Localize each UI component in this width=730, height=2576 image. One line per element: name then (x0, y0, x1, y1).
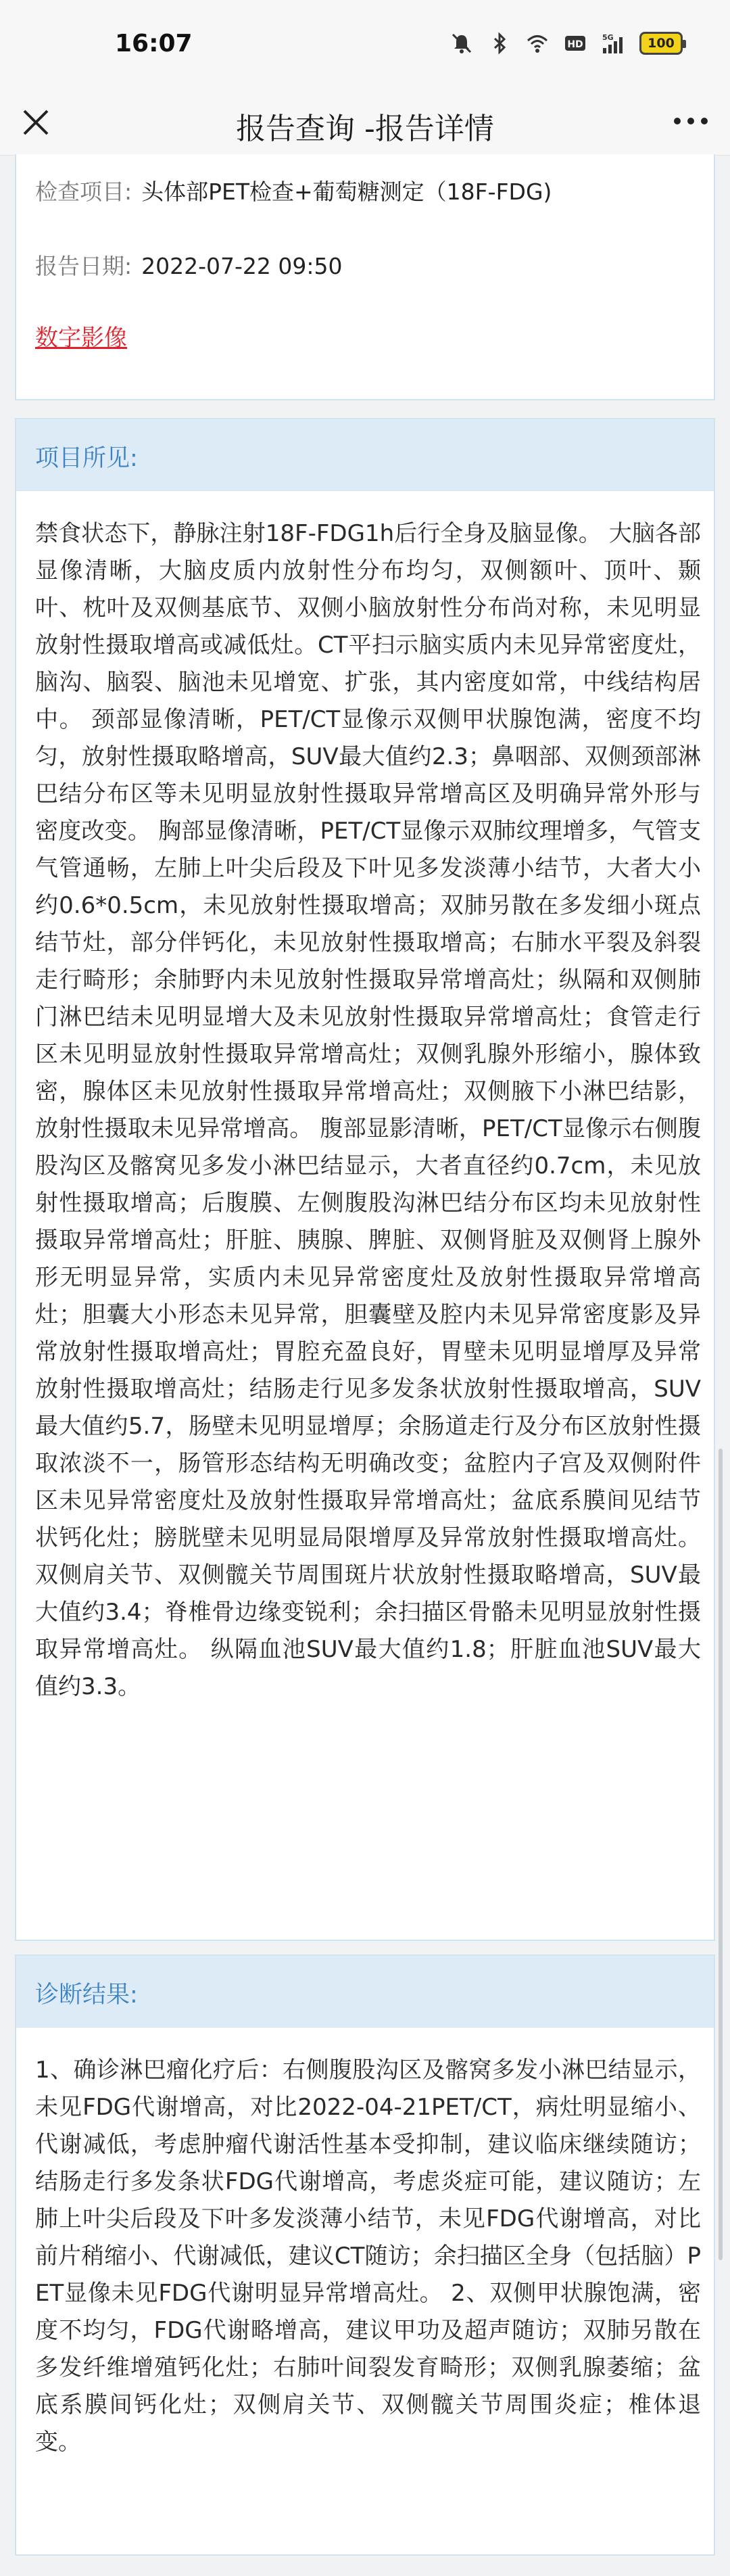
report-date-label: 报告日期: (35, 253, 132, 279)
signal-5g-icon (602, 32, 625, 55)
report-date-value: 2022-07-22 09:50 (141, 253, 343, 279)
svg-text:5G: 5G (602, 33, 614, 42)
exam-item-label: 检查项目: (35, 179, 132, 205)
exam-item-value: 头体部PET检查+葡萄糖测定（18F-FDG) (141, 179, 552, 205)
bluetooth-icon (488, 32, 511, 55)
diagnosis-title: 诊断结果: (35, 1982, 138, 2009)
findings-title: 项目所见: (35, 445, 138, 472)
findings-header (16, 419, 714, 491)
diagnosis-card (15, 1954, 715, 2556)
findings-text: 禁食状态下，静脉注射18F-FDG1h后行全身及脑显像。 大脑各部显像清晰，大脑皮质内放射性分布均匀，双侧额叶、顶叶、颞叶、枕叶及双侧基底节、双侧小脑放射性分布尚对称，未见明显放射性摄取增高或减低灶。CT平扫示脑实质内未见异常密度灶，脑沟、脑裂、脑池未见增宽、扩张，其内密度如常，中线结构居中。 颈部显像清晰，PET/CT显像示双侧甲状腺饱满，密度不均匀，放射性摄取略增高，SUV最大值约2.3；鼻咽部、双侧颈部淋巴结分布区等未见明显放射性摄取异常增高区及明确异常外形与密度改变。 胸部显像清晰，PET/CT显像示双肺纹理增多，气管支气管通畅，左肺上叶尖后段及下叶见多发淡薄小结节，大者大小约0.6*0.5cm，未见放射性摄取增高；双肺另散在多发细小斑点结节灶，部分伴钙化，未见放射性摄取增高；右肺水平裂及斜裂走行畸形；余肺野内未见放射性摄取异常增高灶；纵隔和双侧肺门淋巴结未见明显增大及未见放射性摄取异常增高灶；食管走行区未见明显放射性摄取异常增高灶；双侧乳腺外形缩小，腺体致密，腺体区未见放射性摄取异常增高灶；双侧腋下小淋巴结影，放射性摄取未见异常增高。 腹部显影清晰，PET/CT显像示右侧腹股沟区及髂窝见多发小淋巴结显示，大者直径约0.7cm，未见放射性摄取增高；后腹膜、左侧腹股沟淋巴结分布区均未见放射性摄取异常增高灶；肝脏、胰腺、脾脏、双侧肾脏及双侧肾上腺外形无明显异常，实质内未见异常密度灶及放射性摄取异常增高灶；胆囊大小形态未见异常，胆囊壁及腔内未见异常密度影及异常放射性摄取增高灶；胃腔充盈良好，胃壁未见明显增厚及异常放射性摄取增高灶；结肠走行见多发条状放射性摄取增高，SUV最大值约5.7，肠壁未见明显增厚；余肠道走行及分布区放射性摄取浓淡不一，肠管形态结构无明确改变；盆腔内子宫及双侧附件区未见异常密度灶及放射性摄取异常增高灶；盆底系膜间见结节状钙化灶；膀胱壁未见明显局限增厚及异常放射性摄取增高灶。 双侧肩关节、双侧髋关节周围斑片状放射性摄取略增高，SUV最大值约3.4；脊椎骨边缘变锐利；余扫描区骨骼未见明显放射性摄取异常增高灶。 纵隔血池SUV最大值约1.8；肝脏血池SUV最大值约3.3。 (35, 520, 701, 1700)
exam-item-row (35, 174, 552, 206)
report-info-card (15, 154, 715, 400)
more-icon[interactable] (672, 111, 710, 131)
status-bar (0, 0, 730, 88)
page-title: 报告查询 -报告详情 (236, 112, 494, 146)
digital-image-link[interactable]: 数字影像 (35, 325, 127, 352)
status-icons (450, 31, 683, 55)
hd-icon (564, 32, 587, 55)
status-time: 16:07 (115, 30, 193, 57)
diagnosis-text: 1、确诊淋巴瘤化疗后：右侧腹股沟区及髂窝多发小淋巴结显示，未见FDG代谢增高，对比2022-04-21PET/CT，病灶明显缩小、代谢减低，考虑肿瘤代谢活性基本受抑制，建议临床继续随访；结肠走行多发条状FDG代谢增高，考虑炎症可能，建议随访；左肺上叶尖后段及下叶多发淡薄小结节，未见FDG代谢增高，对比前片稍缩小、代谢减低，建议CT随访；余扫描区全身（包括脑）PET显像未见FDG代谢明显异常增高灶。 2、双侧甲状腺饱满，密度不均匀，FDG代谢略增高，建议甲功及超声随访；双肺另散在多发纤维增殖钙化灶；右肺叶间裂发育畸形；双侧乳腺萎缩；盆底系膜间钙化灶；双侧肩关节、双侧髋关节周围炎症；椎体退变。 (35, 2057, 701, 2456)
nav-bar (0, 88, 730, 156)
svg-text:HD: HD (567, 39, 583, 50)
mute-bell-icon (450, 32, 473, 55)
battery-icon (639, 32, 683, 55)
wifi-icon (526, 32, 549, 55)
battery-level: 100 (648, 36, 675, 51)
findings-card (15, 418, 715, 1941)
diagnosis-header (16, 1956, 714, 2028)
report-date-row (35, 249, 343, 281)
scrollbar[interactable] (719, 1449, 723, 2260)
